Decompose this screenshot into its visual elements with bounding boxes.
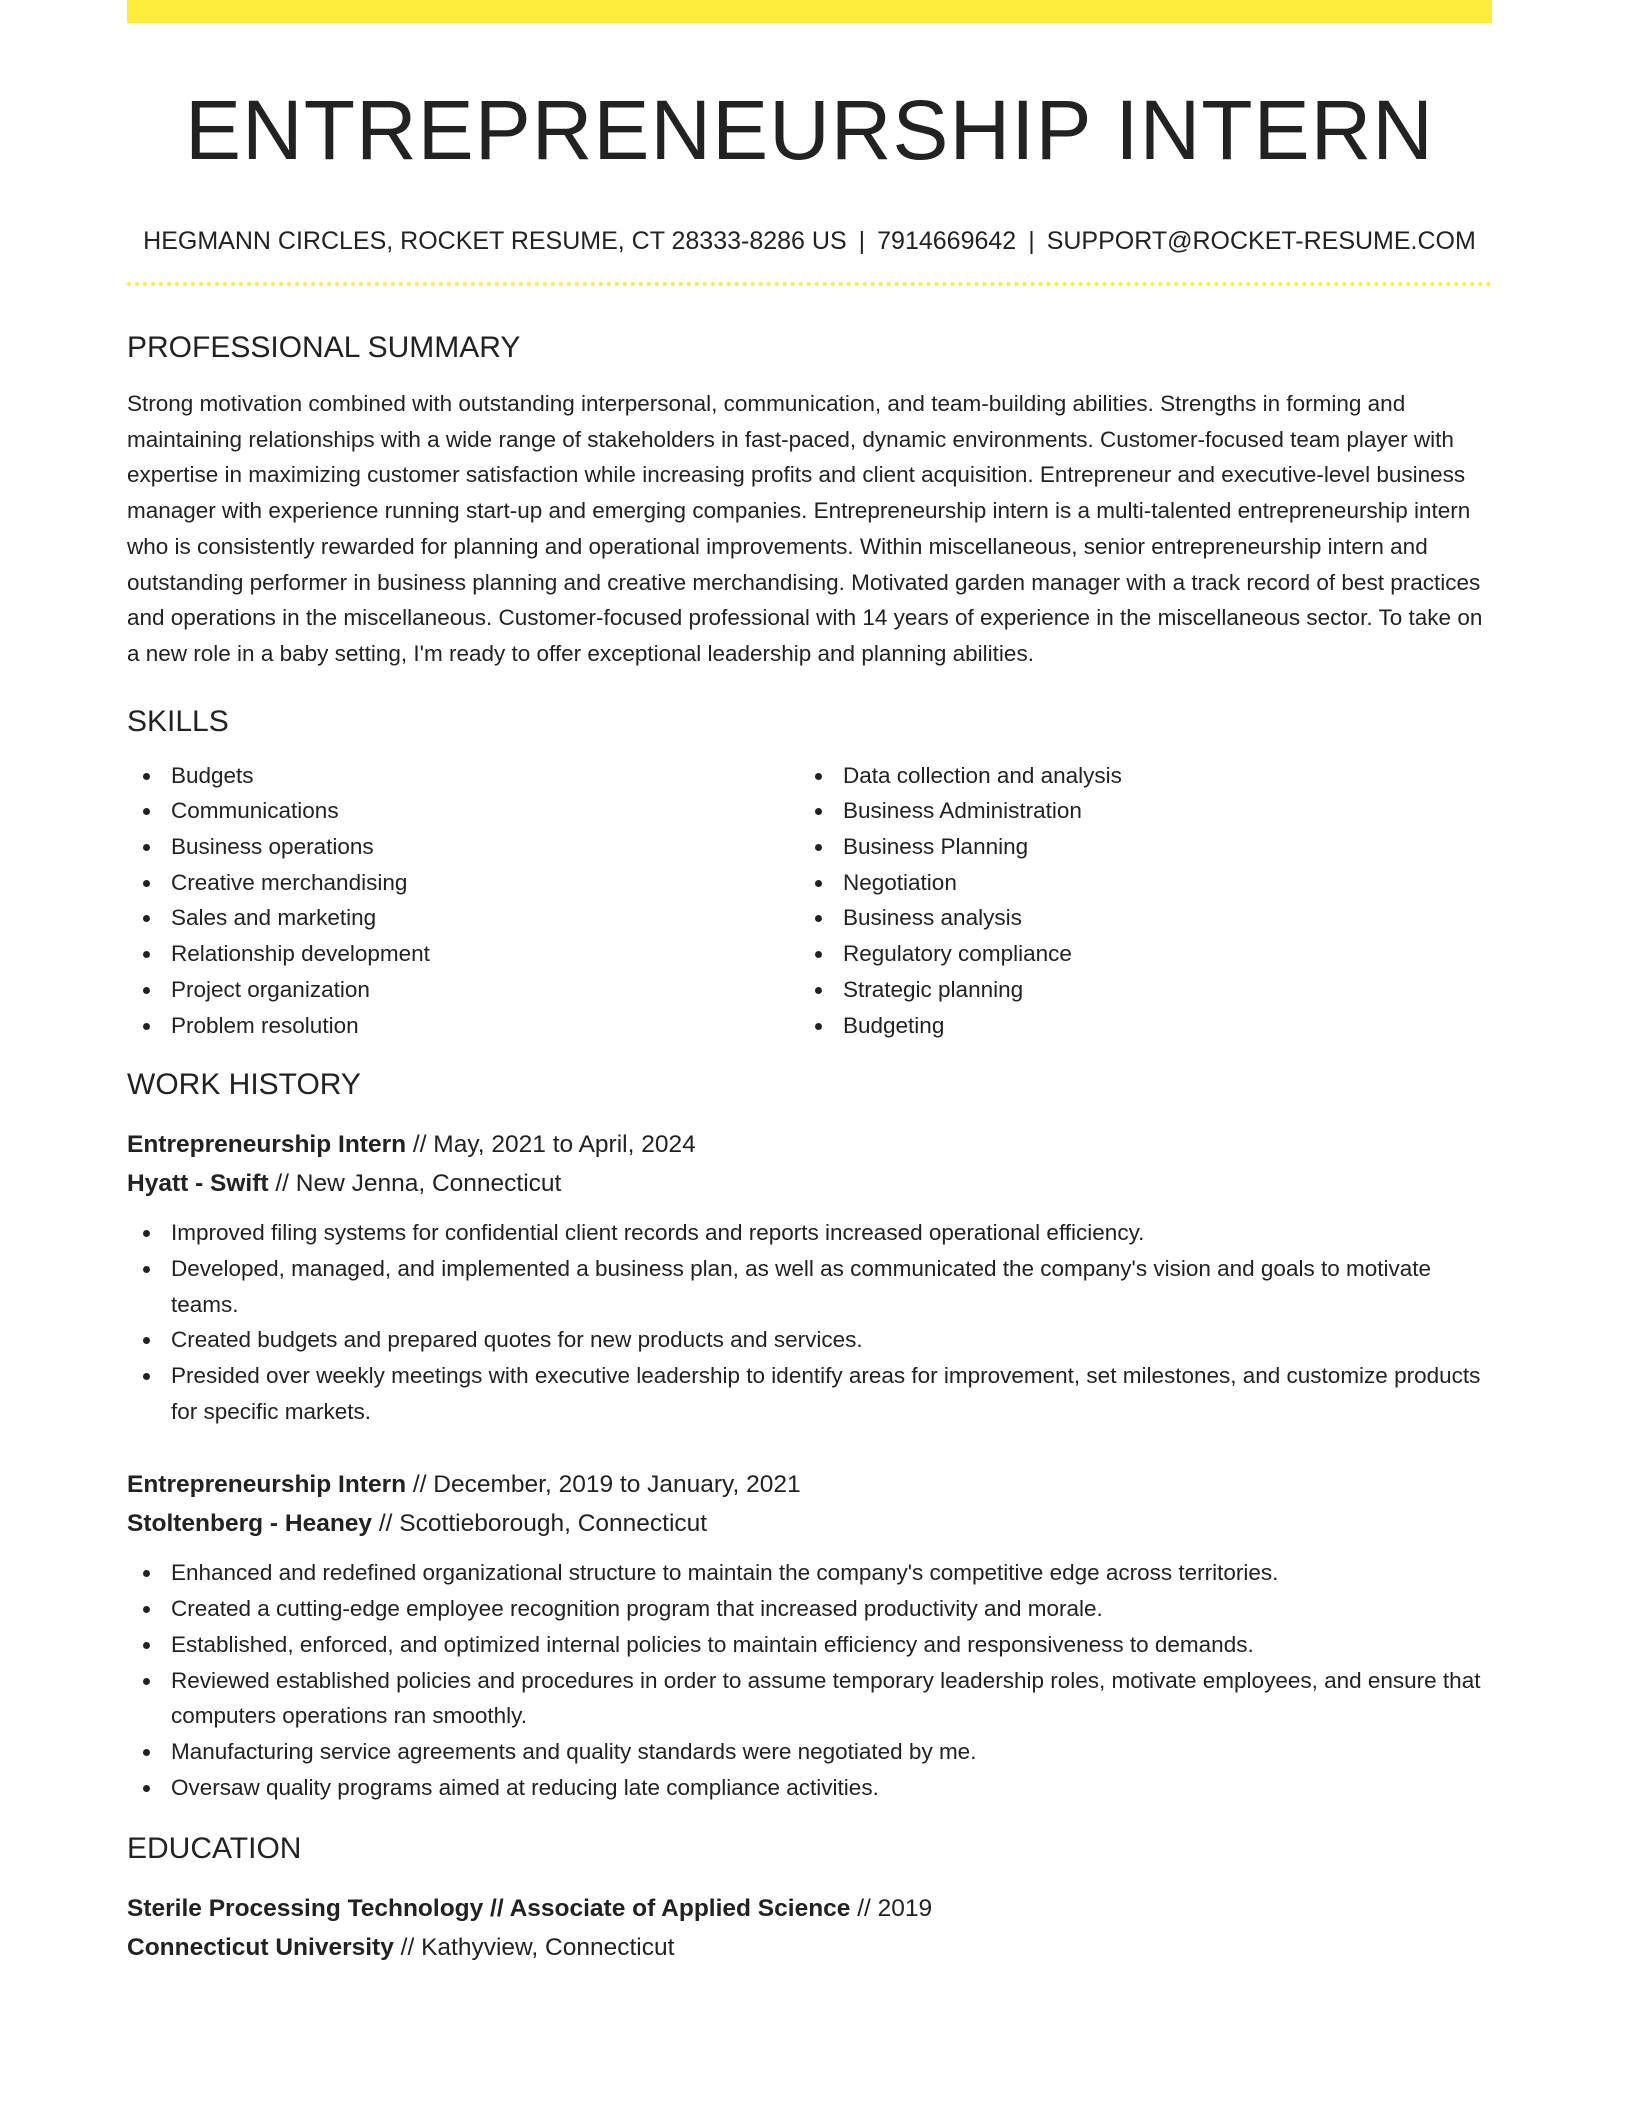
education-degree: Sterile Processing Technology // Associate of Applied Science (127, 1895, 851, 1923)
education-entry (127, 1889, 1492, 1967)
work-history-heading: WORK HISTORY (127, 1068, 361, 1102)
job-title-line (127, 1465, 1492, 1504)
dotted-divider (127, 282, 1492, 286)
job-bullet: Improved filing systems for confidential client records and reports increased operational efficiency. (127, 1215, 1492, 1251)
job-location: // Scottieborough, Connecticut (372, 1510, 708, 1538)
job-bullet: Manufacturing service agreements and quality standards were negotiated by me. (127, 1734, 1492, 1770)
job-company: Stoltenberg - Heaney (127, 1510, 373, 1538)
skills-heading: SKILLS (127, 704, 229, 738)
job-title: Entrepreneurship Intern (127, 1131, 407, 1159)
education-location: // Kathyview, Connecticut (393, 1934, 675, 1962)
education-degree-line (127, 1889, 1492, 1928)
skill-item: Communications (127, 793, 799, 829)
skill-item: Negotiation (799, 865, 1471, 901)
education-school-line (127, 1928, 1492, 1967)
job-company-line (127, 1164, 1492, 1203)
contact-address: HEGMANN CIRCLES, ROCKET RESUME, CT 28333-8286 US (143, 227, 847, 255)
skill-item: Business operations (127, 829, 799, 865)
job-title: Entrepreneurship Intern (127, 1471, 407, 1499)
job-company: Hyatt - Swift (127, 1170, 269, 1198)
job-dates: // May, 2021 to April, 2024 (406, 1131, 696, 1159)
job-bullet: Presided over weekly meetings with executive leadership to identify areas for improvement, set milestones, and customize products for specific markets. (127, 1358, 1492, 1429)
skills-left-list (127, 758, 799, 1044)
summary-heading: PROFESSIONAL SUMMARY (127, 331, 521, 364)
job-location: // New Jenna, Connecticut (268, 1170, 562, 1198)
skill-item: Strategic planning (799, 972, 1471, 1008)
resume-title: ENTREPRENEURSHIP INTERN (185, 83, 1434, 177)
education-year: // 2019 (850, 1895, 933, 1923)
contact-separator: | (858, 227, 866, 255)
job-bullets (127, 1555, 1492, 1805)
skill-item: Business Planning (799, 829, 1471, 865)
job-bullets (127, 1215, 1492, 1429)
skill-item: Sales and marketing (127, 900, 799, 936)
job-bullet: Developed, managed, and implemented a business plan, as well as communicated the company's vision and goals to motivate teams. (127, 1251, 1492, 1322)
job-bullet: Established, enforced, and optimized internal policies to maintain efficiency and responsiveness to demands. (127, 1627, 1492, 1663)
skills-columns (127, 758, 1492, 1044)
job-bullet: Created a cutting-edge employee recognition program that increased productivity and morale. (127, 1591, 1492, 1627)
job-bullet: Enhanced and redefined organizational structure to maintain the company's competitive edge across territories. (127, 1555, 1492, 1591)
skill-item: Project organization (127, 972, 799, 1008)
job-bullet: Created budgets and prepared quotes for new products and services. (127, 1322, 1492, 1358)
contact-line (127, 226, 1492, 256)
skills-right-list (799, 758, 1471, 1044)
contact-phone: 7914669642 (877, 227, 1017, 255)
contact-email: SUPPORT@ROCKET-RESUME.COM (1046, 227, 1476, 255)
job-entry (127, 1125, 1492, 1429)
skill-item: Relationship development (127, 936, 799, 972)
skill-item: Budgets (127, 758, 799, 794)
resume-content (127, 0, 1492, 1967)
skill-item: Problem resolution (127, 1008, 799, 1044)
skill-item: Data collection and analysis (799, 758, 1471, 794)
skill-item: Business Administration (799, 793, 1471, 829)
skill-item: Creative merchandising (127, 865, 799, 901)
job-bullet: Reviewed established policies and procedures in order to assume temporary leadership roles, motivate employees, and ensure that computers operations ran smoothly. (127, 1663, 1492, 1734)
job-title-line (127, 1125, 1492, 1164)
contact-separator: | (1028, 227, 1035, 255)
skill-item: Budgeting (799, 1008, 1471, 1044)
education-heading: EDUCATION (127, 1832, 302, 1866)
job-company-line (127, 1504, 1492, 1543)
education-school: Connecticut University (127, 1934, 394, 1962)
job-dates: // December, 2019 to January, 2021 (406, 1471, 801, 1499)
job-entry (127, 1465, 1492, 1805)
summary-text: Strong motivation combined with outstanding interpersonal, communication, and team-building abilities. Strengths in forming and maintaining relationships with a wide range of stakeholders in fast-paced, dynamic environments. Customer-focused team player with expertise in maximizing customer satisfaction while increasing profits and client acquisition. Entrepreneur and executive-level business manager with experience running start-up and emerging companies. Entrepreneurship intern is a multi-talented entrepreneurship intern who is consistently rewarded for planning and operational improvements. Within miscellaneous, senior entrepreneurship intern and outstanding performer in business planning and creative merchandising. Motivated garden manager with a track record of best practices and operations in the miscellaneous. Customer-focused professional with 14 years of experience in the miscellaneous sector. To take on a new role in a baby setting, I'm ready to offer exceptional leadership and planning abilities. (127, 391, 1483, 666)
job-bullet: Oversaw quality programs aimed at reducing late compliance activities. (127, 1770, 1492, 1806)
skill-item: Regulatory compliance (799, 936, 1471, 972)
skill-item: Business analysis (799, 900, 1471, 936)
